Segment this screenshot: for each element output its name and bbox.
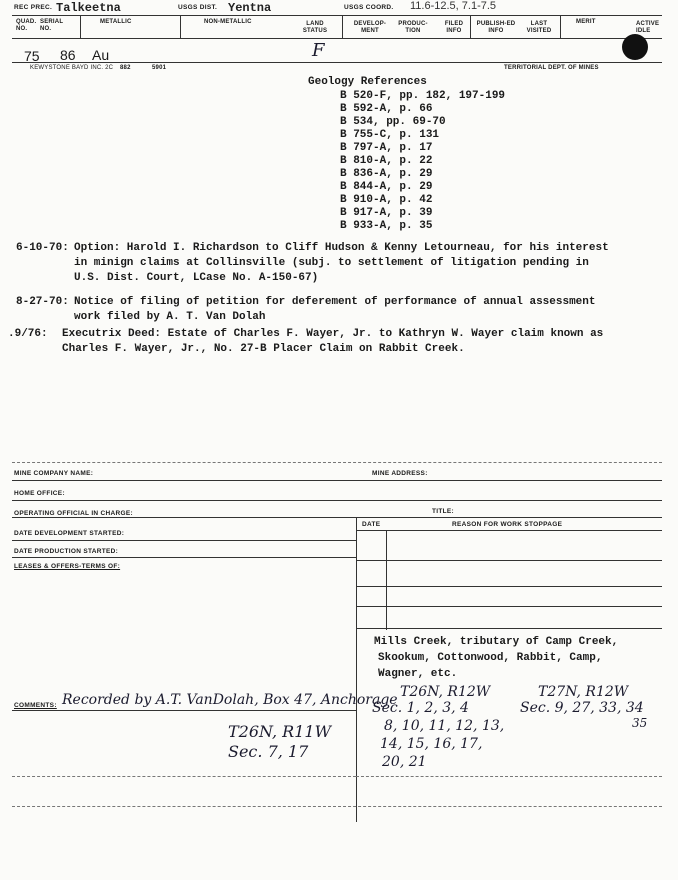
right-township: T27N, R12W: [538, 684, 629, 700]
geology-reference: B 520-F, pp. 182, 197-199: [340, 90, 506, 102]
form-vline: [386, 530, 387, 630]
mid-sections: 20, 21: [382, 754, 427, 770]
divider: [12, 462, 662, 463]
geology-title: Geology References: [308, 76, 427, 88]
home-office-label: HOME OFFICE:: [14, 490, 65, 497]
right-extra: 35: [632, 716, 648, 730]
geology-reference: B 592-A, p. 66: [340, 103, 433, 115]
entry-line: Option: Harold I. Richardson to Cliff Hudson & Kenny Letourneau, for his interest: [74, 242, 609, 254]
filed-info-label: FILED INFO: [444, 21, 464, 34]
creek-line: Wagner, etc.: [378, 668, 458, 680]
form-line: [12, 540, 356, 541]
form-line: [12, 517, 662, 518]
mid-sections: 14, 15, 16, 17,: [380, 736, 483, 752]
entry-date: .9/76:: [8, 328, 48, 340]
form-line: [356, 586, 662, 587]
last-visited-label: LAST VISITED: [526, 21, 552, 34]
geology-reference: B 910-A, p. 42: [340, 194, 433, 206]
usgs-coord-label: USGS COORD.: [344, 4, 394, 11]
geology-reference: B 534, pp. 69-70: [340, 116, 446, 128]
header-divider: [342, 16, 343, 38]
leases-label: LEASES & OFFERS-TERMS OF:: [14, 563, 121, 570]
active-idle-dot: [622, 34, 648, 60]
divider: [12, 806, 662, 807]
geology-reference: B 755-C, p. 131: [340, 129, 440, 141]
quad-label: QUAD. NO.: [16, 19, 37, 32]
mid-township: T26N, R12W: [400, 684, 491, 700]
entry-date: 6-10-70:: [16, 242, 69, 254]
commodity-value: Au: [92, 47, 110, 63]
form-number-1: 882: [120, 65, 131, 71]
usgs-dist-value: Yentna: [228, 1, 272, 15]
stoppage-reason-label: REASON FOR WORK STOPPAGE: [452, 521, 563, 528]
form-line: [356, 530, 662, 531]
comments-label: COMMENTS:: [14, 702, 57, 709]
form-line: [12, 480, 662, 481]
date-development-label: DATE DEVELOPMENT STARTED:: [14, 530, 125, 537]
header-divider: [180, 16, 181, 38]
date-production-label: DATE PRODUCTION STARTED:: [14, 548, 119, 555]
operating-official-label: OPERATING OFFICIAL IN CHARGE:: [14, 510, 133, 517]
geology-references: [340, 90, 505, 233]
serial-number: 86: [60, 47, 76, 63]
entry-date: 8-27-70:: [16, 296, 69, 308]
quad-number: 75: [24, 48, 40, 64]
production-label: PRODUC-TION: [398, 21, 428, 34]
left-sections: Sec. 7, 17: [228, 742, 309, 761]
form-line: [356, 606, 662, 607]
form-line: [12, 557, 356, 558]
metallic-label: METALLIC: [100, 19, 132, 25]
merit-label: MERIT: [576, 19, 596, 25]
usgs-dist-label: USGS DIST.: [178, 4, 218, 11]
department-label: TERRITORIAL DEPT. OF MINES: [504, 65, 599, 71]
geology-reference: B 844-A, p. 29: [340, 181, 433, 193]
left-township: T26N, R11W: [228, 722, 332, 741]
title-label: TITLE:: [432, 508, 455, 515]
idle-label: IDLE: [636, 28, 651, 34]
mine-company-label: MINE COMPANY NAME:: [14, 470, 94, 477]
entry-line: work filed by A. T. Van Dolah: [74, 311, 266, 323]
geology-reference: B 917-A, p. 39: [340, 207, 433, 219]
geology-reference: B 797-A, p. 17: [340, 142, 433, 154]
published-info-label: PUBLISH-ED INFO: [476, 21, 516, 34]
development-mark: F: [312, 40, 325, 61]
mid-sections: Sec. 1, 2, 3, 4: [372, 700, 469, 716]
development-label: DEVELOP-MENT: [353, 21, 387, 34]
header-rule-top: [12, 15, 662, 16]
mine-address-label: MINE ADDRESS:: [372, 470, 428, 477]
creek-line: Mills Creek, tributary of Camp Creek,: [374, 636, 619, 648]
header-divider: [470, 16, 471, 38]
active-label: ACTIVE: [636, 21, 660, 27]
header-divider: [80, 16, 81, 38]
form-line: [12, 710, 356, 711]
nonmetallic-label: NON-METALLIC: [204, 19, 252, 25]
entry-line: Executrix Deed: Estate of Charles F. Wayer, Jr. to Kathryn W. Wayer claim known as: [62, 328, 604, 340]
form-number-2: 5901: [152, 65, 167, 71]
entry-line: Notice of filing of petition for deferement of performance of annual assessment: [74, 296, 596, 308]
geology-reference: B 836-A, p. 29: [340, 168, 433, 180]
form-line: [356, 560, 662, 561]
entry-line: U.S. Dist. Court, LCase No. A-150-67): [74, 272, 319, 284]
geology-reference: B 933-A, p. 35: [340, 220, 433, 232]
right-sections: Sec. 9, 27, 33, 34: [520, 700, 644, 716]
divider: [12, 776, 356, 777]
form-code: KEWYSTONE BAYD INC. 2C: [30, 65, 114, 71]
usgs-coord-value: 11.6-12.5, 7.1-7.5: [410, 0, 497, 12]
land-status-label: LAND STATUS: [302, 21, 328, 34]
form-line: [12, 500, 662, 501]
geology-reference: B 810-A, p. 22: [340, 155, 433, 167]
entry-line: Charles F. Wayer, Jr., No. 27-B Placer Claim on Rabbit Creek.: [62, 343, 465, 355]
divider: [356, 776, 662, 777]
entry-line: in minign claims at Collinsville (subj. to settlement of litigation pending in: [74, 257, 589, 269]
creek-line: Skookum, Cottonwood, Rabbit, Camp,: [378, 652, 603, 664]
serial-label: SERIAL NO.: [40, 19, 64, 32]
rec-prec-value: Talkeetna: [56, 1, 121, 15]
header-rule-bottom: [12, 62, 662, 63]
mid-sections: 8, 10, 11, 12, 13,: [384, 718, 505, 734]
header-rule-mid: [12, 38, 662, 39]
header-divider: [560, 16, 561, 38]
form-line: [356, 628, 662, 629]
rec-prec-label: REC PREC.: [14, 4, 53, 11]
comments-value: Recorded by A.T. VanDolah, Box 47, Anchorage: [62, 692, 398, 708]
stoppage-date-label: DATE: [362, 521, 381, 528]
